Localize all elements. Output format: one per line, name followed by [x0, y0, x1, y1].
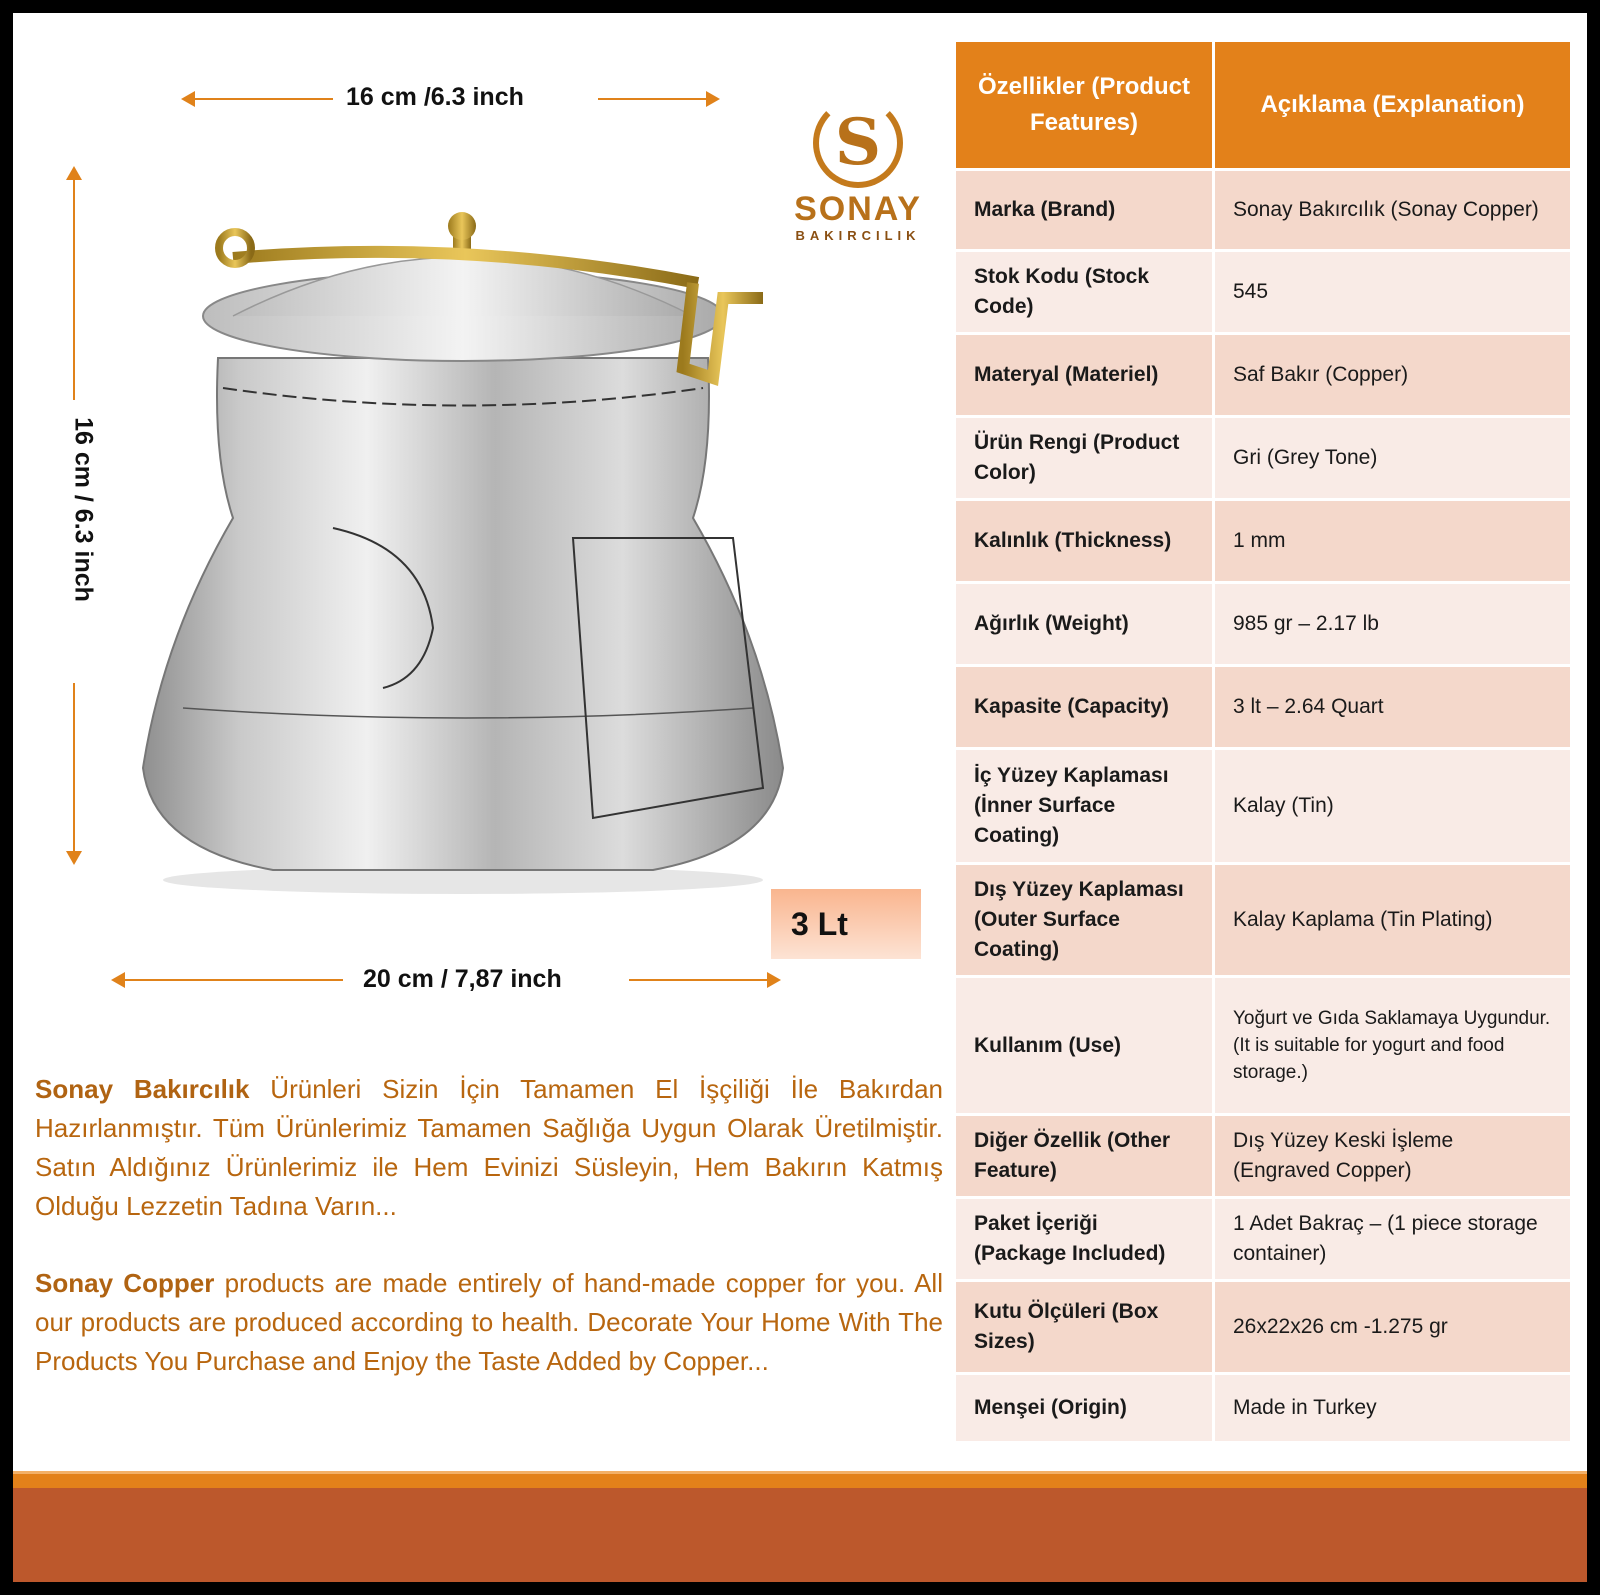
feature-cell: Paket İçeriği (Package Included)	[956, 1199, 1212, 1279]
value-cell: Yoğurt ve Gıda Saklamaya Uygundur.(It is suitable for yogurt and food storage.)	[1215, 978, 1570, 1113]
table-row	[956, 252, 1570, 332]
dimension-width-bottom: 20 cm / 7,87 inch	[363, 965, 562, 993]
table-row	[956, 978, 1570, 1113]
table-row	[956, 865, 1570, 975]
spec-table	[953, 39, 1573, 1444]
table-row	[956, 750, 1570, 862]
value-cell: 1 Adet Bakraç – (1 piece storage container)	[1215, 1199, 1570, 1279]
dimension-height: 16 cm / 6.3 inch	[69, 417, 98, 602]
feature-cell: Ağırlık (Weight)	[956, 584, 1212, 664]
value-cell: Gri (Grey Tone)	[1215, 418, 1570, 498]
feature-cell: Kullanım (Use)	[956, 978, 1212, 1113]
capacity-badge: 3 Lt	[771, 889, 921, 959]
feature-cell: Kapasite (Capacity)	[956, 667, 1212, 747]
footer-copper-band	[13, 1488, 1587, 1582]
value-cell: 985 gr – 2.17 lb	[1215, 584, 1570, 664]
table-row	[956, 418, 1570, 498]
dimension-arrow-right	[598, 98, 708, 100]
feature-cell: Ürün Rengi (Product Color)	[956, 418, 1212, 498]
lid-knob	[448, 212, 476, 240]
header-features: Özellikler (Product Features)	[956, 42, 1212, 168]
table-row	[956, 1375, 1570, 1441]
value-cell: Kalay (Tin)	[1215, 750, 1570, 862]
table-row	[956, 1282, 1570, 1372]
feature-cell: Stok Kodu (Stock Code)	[956, 252, 1212, 332]
value-cell: 26x22x26 cm -1.275 gr	[1215, 1282, 1570, 1372]
description-english	[35, 1264, 943, 1381]
brand-name-turkish: Sonay Bakırcılık	[35, 1074, 250, 1104]
brand-name-english: Sonay Copper	[35, 1268, 215, 1298]
table-row	[956, 1199, 1570, 1279]
logo-s-icon: S	[813, 98, 903, 188]
table-row	[956, 1116, 1570, 1196]
feature-cell: Kutu Ölçüleri (Box Sizes)	[956, 1282, 1212, 1372]
description-turkish-text: Ürünleri Sizin İçin Tamamen El İşçiliği İle Bakırdan Hazırlanmıştır. Tüm Ürünlerimiz Tamamen Sağlığa Uygun Olarak Üretilmiştir. Satın Aldığınız Ürünlerimiz ile Hem Evinizi Süsleyin, Hem Bakırın Katmış Olduğu Lezzetin Tadına Varın...	[35, 1074, 943, 1221]
feature-cell: Menşei (Origin)	[956, 1375, 1212, 1441]
value-cell: 1 mm	[1215, 501, 1570, 581]
value-cell: Saf Bakır (Copper)	[1215, 335, 1570, 415]
feature-cell: Materyal (Materiel)	[956, 335, 1212, 415]
feature-cell: Dış Yüzey Kaplaması (Outer Surface Coating)	[956, 865, 1212, 975]
value-cell: Dış Yüzey Keski İşleme (Engraved Copper)	[1215, 1116, 1570, 1196]
value-cell: Made in Turkey	[1215, 1375, 1570, 1441]
dimension-arrow-left	[193, 98, 333, 100]
product-image-copper-pot	[123, 208, 803, 898]
table-row	[956, 171, 1570, 249]
pot-body	[143, 358, 783, 870]
dimension-width-top: 16 cm /6.3 inch	[346, 83, 524, 111]
dimension-arrow-up	[73, 178, 75, 400]
feature-cell: İç Yüzey Kaplaması (İnner Surface Coating)	[956, 750, 1212, 862]
table-row	[956, 667, 1570, 747]
value-cell: 3 lt – 2.64 Quart	[1215, 667, 1570, 747]
feature-cell: Marka (Brand)	[956, 171, 1212, 249]
dimension-arrow-right-bottom	[629, 979, 769, 981]
dimension-arrow-down	[73, 683, 75, 853]
table-row	[956, 501, 1570, 581]
footer-orange-band	[13, 1474, 1587, 1488]
product-sheet	[13, 13, 1587, 1582]
description-english-text: products are made entirely of hand-made copper for you. All our products are produced according to health. Decorate Your Home With The Products You Purchase and Enjoy the Taste Added by Copper...	[35, 1268, 943, 1376]
header-explanation: Açıklama (Explanation)	[1215, 42, 1570, 168]
description-turkish	[35, 1070, 943, 1226]
feature-cell: Kalınlık (Thickness)	[956, 501, 1212, 581]
value-cell: Kalay Kaplama (Tin Plating)	[1215, 865, 1570, 975]
table-row	[956, 335, 1570, 415]
table-header-row	[956, 42, 1570, 168]
logo-subtitle: BAKIRCILIK	[795, 228, 921, 243]
table-row	[956, 584, 1570, 664]
feature-cell: Diğer Özellik (Other Feature)	[956, 1116, 1212, 1196]
value-cell: 545	[1215, 252, 1570, 332]
value-cell: Sonay Bakırcılık (Sonay Copper)	[1215, 171, 1570, 249]
dimension-arrow-left-bottom	[123, 979, 343, 981]
logo-name: SONAY	[794, 190, 922, 228]
